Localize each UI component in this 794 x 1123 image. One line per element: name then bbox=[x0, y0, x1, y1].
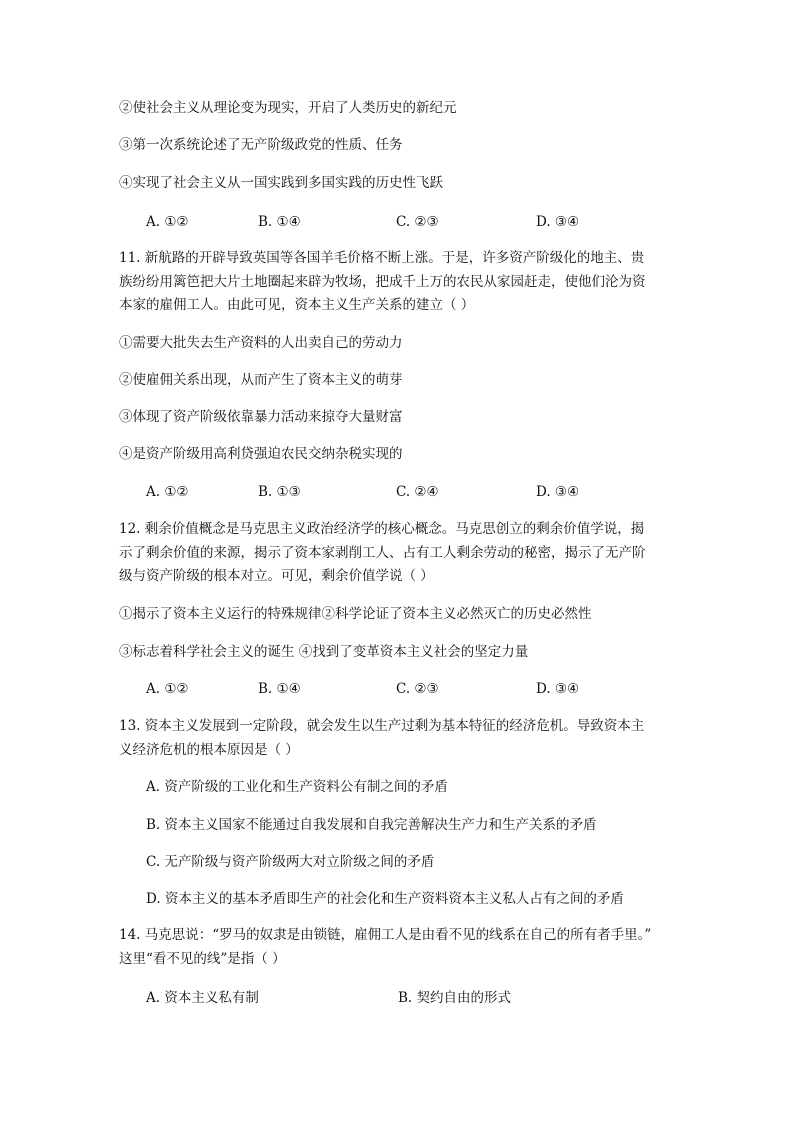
q10-option-c[interactable]: C. ②③ bbox=[396, 214, 439, 230]
q11-item-2: ②使雇佣关系出现，从而产生了资本主义的萌芽 bbox=[119, 372, 403, 388]
q11-option-a[interactable]: A. ①② bbox=[146, 484, 189, 500]
q10-item-4: ④实现了社会主义从一国实践到多国实践的历史性飞跃 bbox=[119, 175, 443, 191]
q12-option-a[interactable]: A. ①② bbox=[146, 681, 189, 697]
q13-option-c[interactable]: C. 无产阶级与资产阶级两大对立阶级之间的矛盾 bbox=[146, 854, 435, 870]
q12-items-line-1: ①揭示了资本主义运行的特殊规律②科学论证了资本主义必然灭亡的历史必然性 bbox=[119, 606, 592, 622]
q12-stem-line-2: 示了剩余价值的来源，揭示了资本家剥削工人、占有工人剩余劳动的秘密，揭示了无产阶 bbox=[119, 545, 646, 561]
q11-option-d[interactable]: D. ③④ bbox=[536, 484, 580, 500]
q13-stem-line-2: 义经济危机的根本原因是（ ） bbox=[119, 742, 299, 758]
q12-option-d[interactable]: D. ③④ bbox=[536, 681, 580, 697]
q14-stem-line-2: 这里“看不见的线”是指（ ） bbox=[119, 951, 286, 967]
q10-item-3: ③第一次系统论述了无产阶级政党的性质、任务 bbox=[119, 137, 403, 153]
q12-stem-line-1: 12. 剩余价值概念是马克思主义政治经济学的核心概念。马克思创立的剩余价值学说，揭 bbox=[119, 521, 645, 537]
q11-option-c[interactable]: C. ②④ bbox=[396, 484, 439, 500]
q13-option-d[interactable]: D. 资本主义的基本矛盾即生产的社会化和生产资料资本主义私人占有之间的矛盾 bbox=[146, 891, 624, 907]
q11-stem-line-1: 11. 新航路的开辟导致英国等各国羊毛价格不断上涨。于是，许多资产阶级化的地主、贵 bbox=[119, 250, 645, 266]
q13-stem-line-1: 13. 资本主义发展到一定阶段，就会发生以生产过剩为基本特征的经济危机。导致资本主 bbox=[119, 718, 645, 734]
q13-option-a[interactable]: A. 资产阶级的工业化和生产资料公有制之间的矛盾 bbox=[146, 779, 448, 795]
q11-item-1: ①需要大批失去生产资料的人出卖自己的劳动力 bbox=[119, 335, 403, 351]
q12-option-c[interactable]: C. ②③ bbox=[396, 681, 439, 697]
q11-stem-line-3: 本家的雇佣工人。由此可见，资本主义生产关系的建立（ ） bbox=[119, 297, 475, 313]
q11-option-b[interactable]: B. ①③ bbox=[258, 484, 301, 500]
q14-stem-line-1: 14. 马克思说：“罗马的奴隶是由锁链，雇佣工人是由看不见的线系在自己的所有者手里。” bbox=[119, 927, 652, 943]
q14-option-a[interactable]: A. 资本主义私有制 bbox=[146, 990, 259, 1006]
q11-item-4: ④是资产阶级用高利贷强迫农民交纳杂税实现的 bbox=[119, 446, 403, 462]
q10-option-d[interactable]: D. ③④ bbox=[536, 214, 580, 230]
q12-option-b[interactable]: B. ①④ bbox=[258, 681, 301, 697]
q12-stem-line-3: 级与资产阶级的根本对立。可见，剩余价值学说（ ） bbox=[119, 568, 434, 584]
q11-stem-line-2: 族纷纷用篱笆把大片土地圈起来辟为牧场，把成千上万的农民从家园赶走，使他们沦为资 bbox=[119, 274, 646, 290]
q12-items-line-2: ③标志着科学社会主义的诞生 ④找到了变革资本主义社会的坚定力量 bbox=[119, 644, 529, 660]
q13-option-b[interactable]: B. 资本主义国家不能通过自我发展和自我完善解决生产力和生产关系的矛盾 bbox=[146, 817, 597, 833]
q11-item-3: ③体现了资产阶级依靠暴力活动来掠夺大量财富 bbox=[119, 409, 403, 425]
q10-option-b[interactable]: B. ①④ bbox=[258, 214, 301, 230]
q10-option-a[interactable]: A. ①② bbox=[146, 214, 189, 230]
q10-item-2: ②使社会主义从理论变为现实，开启了人类历史的新纪元 bbox=[119, 100, 457, 116]
q14-option-b[interactable]: B. 契约自由的形式 bbox=[398, 990, 512, 1006]
